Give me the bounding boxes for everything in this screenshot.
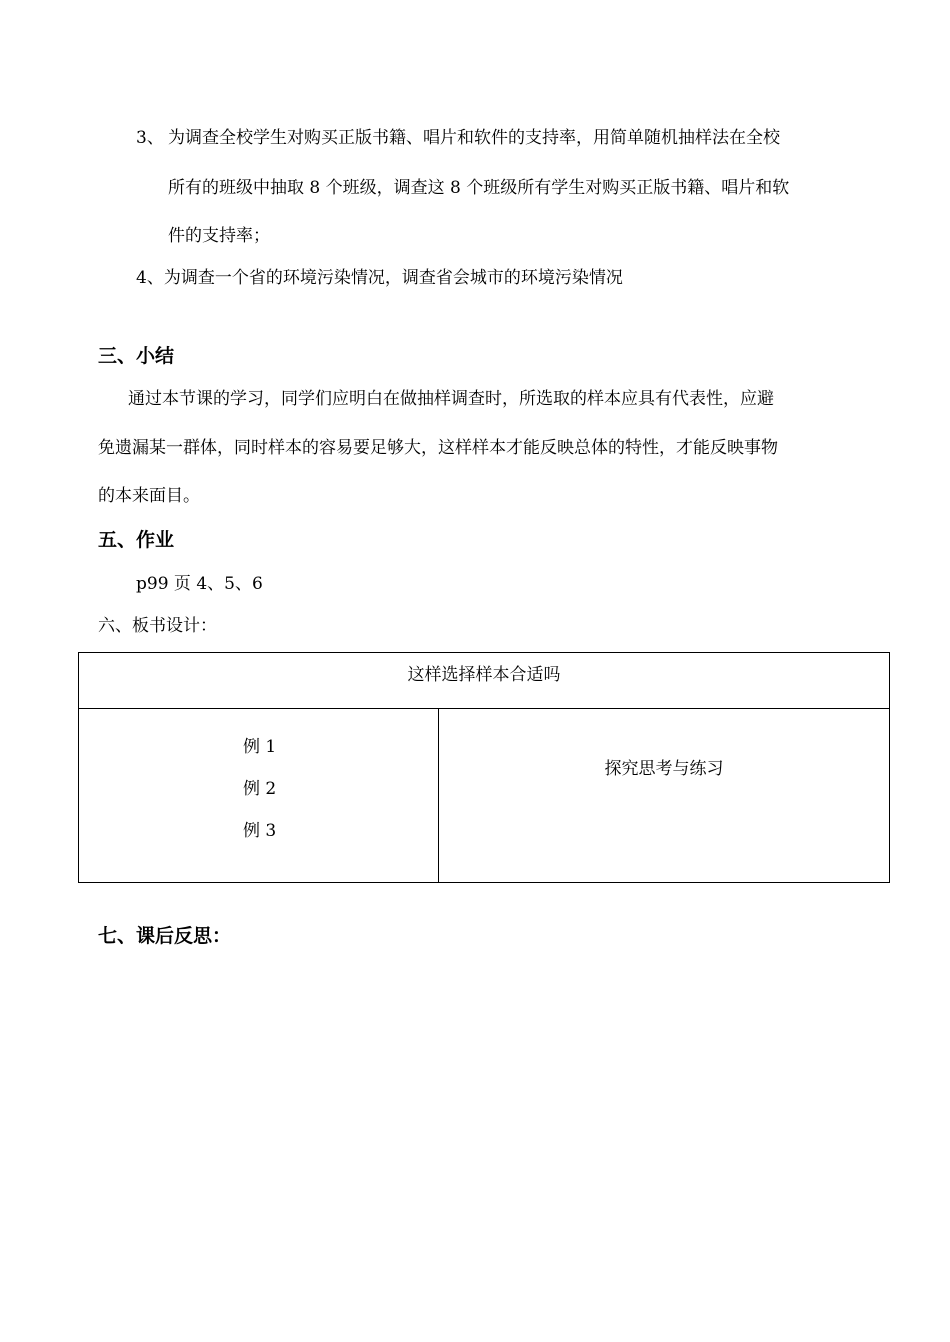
summary-heading: 三、小结 [98,345,175,367]
homework-heading: 五、作业 [98,529,175,551]
example-1: 例 1 [243,737,277,757]
item4-line: 4、为调查一个省的环境污染情况，调查省会城市的环境污染情况 [136,268,623,288]
example-2: 例 2 [243,779,277,799]
item3-number: 3、 [136,128,164,148]
board-design-table [78,652,890,883]
example-3: 例 3 [243,821,277,841]
summary-line3: 的本来面目。 [98,486,200,506]
board-practice-text: 探究思考与练习 [604,759,724,779]
item3-line2: 所有的班级中抽取 8 个班级，调查这 8 个班级所有学生对购买正版书籍、唱片和软 [168,178,790,198]
board-design-heading: 六、板书设计： [98,616,217,636]
summary-line1: 通过本节课的学习，同学们应明白在做抽样调查时，所选取的样本应具有代表性，应避 [128,389,774,409]
reflection-heading: 七、课后反思： [98,925,232,947]
board-examples-cell [79,709,439,882]
board-practice-cell [439,709,889,882]
board-title: 这样选择样本合适吗 [79,653,889,709]
homework-text: p99 页 4、5、6 [136,574,263,594]
item3-line3: 件的支持率； [168,226,270,246]
item3-line1: 为调查全校学生对购买正版书籍、唱片和软件的支持率，用简单随机抽样法在全校 [168,128,780,148]
summary-line2: 免遗漏某一群体，同时样本的容易要足够大，这样样本才能反映总体的特性，才能反映事物 [98,438,778,458]
